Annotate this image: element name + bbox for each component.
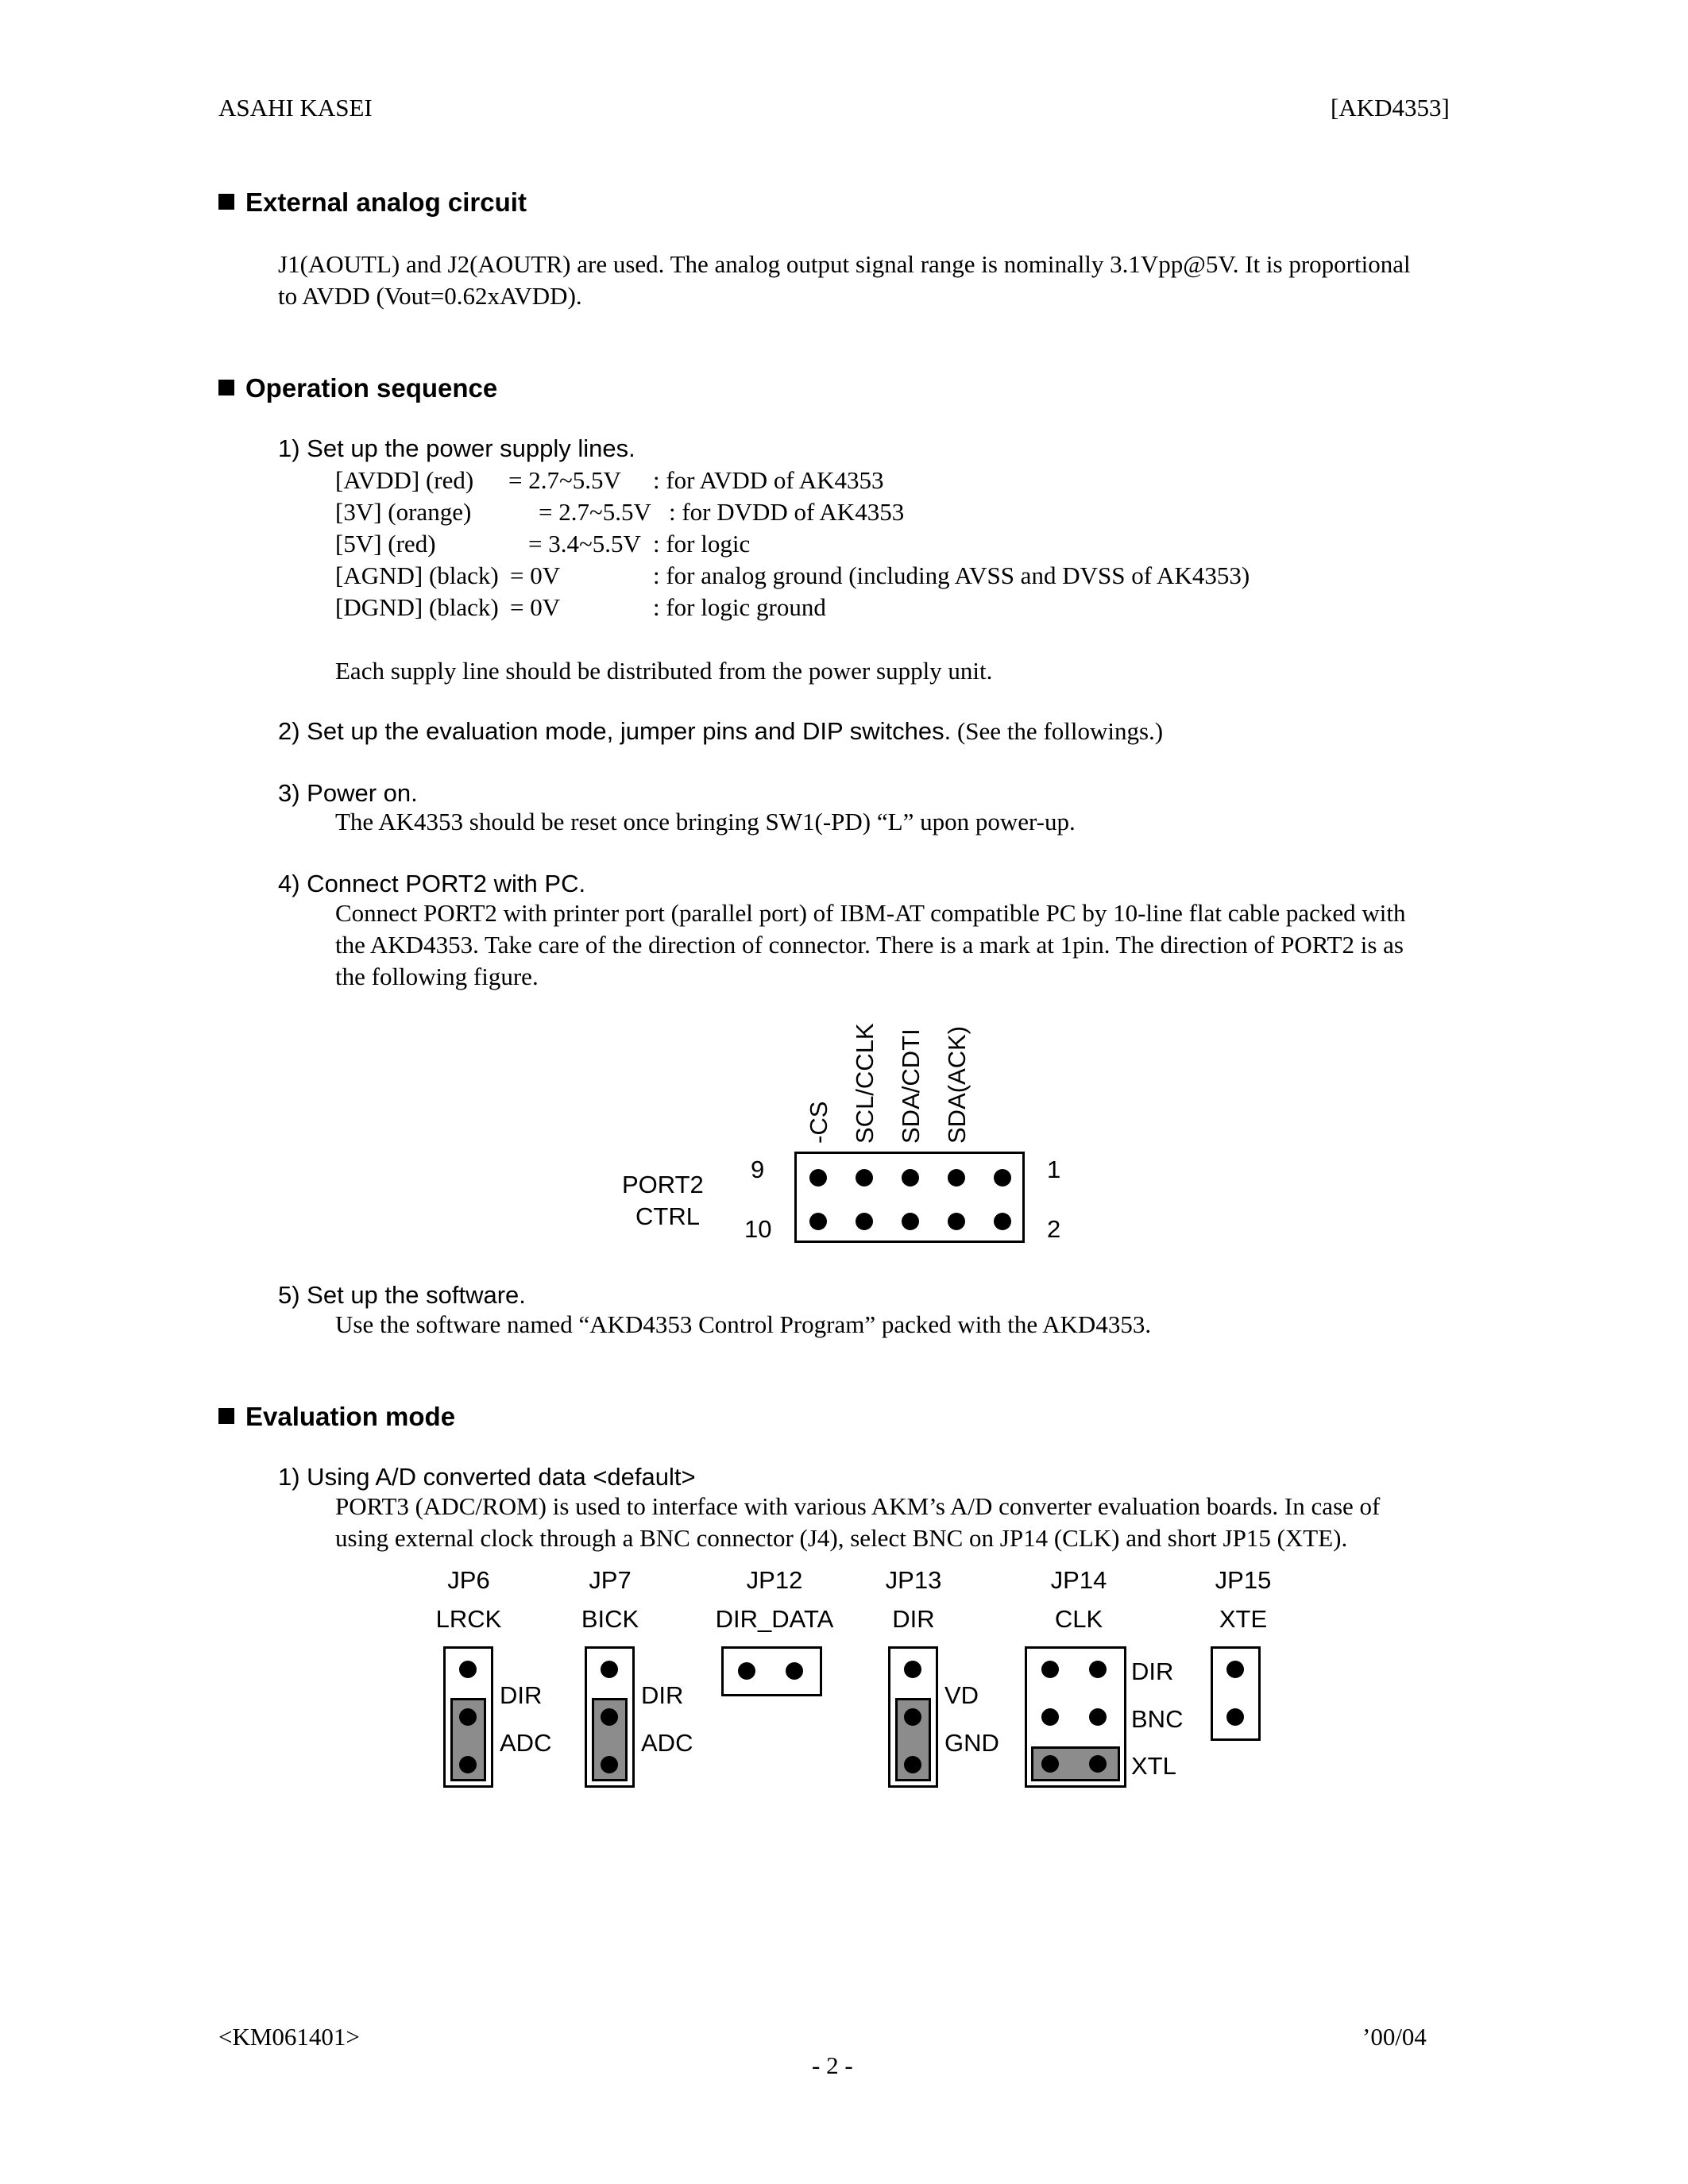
supply-value: = 2.7~5.5V xyxy=(508,466,621,494)
pin-dot xyxy=(459,1756,477,1773)
supply-value: = 0V xyxy=(510,561,561,589)
header-company: ASAHI KASEI xyxy=(218,94,373,122)
supply-desc: : for logic xyxy=(653,530,751,558)
square-bullet-icon xyxy=(218,380,234,396)
pin-dot xyxy=(1041,1661,1059,1678)
page-number: - 2 - xyxy=(812,2051,853,2079)
jumper-id: JP7 xyxy=(589,1566,632,1594)
pin-dot xyxy=(809,1169,827,1187)
external-text-line2: to AVDD (Vout=0.62xAVDD). xyxy=(278,282,582,310)
step-4-text-line3: the following figure. xyxy=(335,963,539,990)
jumper-id: JP6 xyxy=(447,1566,490,1594)
step-1-heading: 1) Set up the power supply lines. xyxy=(278,434,635,462)
square-bullet-icon xyxy=(218,194,234,210)
pin-dot xyxy=(1226,1708,1244,1726)
supply-desc: : for logic ground xyxy=(653,593,826,621)
pin-dot xyxy=(948,1169,965,1187)
pin-dot xyxy=(1089,1661,1107,1678)
pin-dot xyxy=(902,1213,919,1230)
jumper-option-dir: DIR xyxy=(641,1681,684,1709)
pin-dot xyxy=(601,1708,618,1726)
jumper-name: DIR_DATA xyxy=(715,1605,834,1633)
jumper-name: CLK xyxy=(1054,1605,1103,1633)
square-bullet-icon xyxy=(218,1408,234,1424)
footer-date: ’00/04 xyxy=(1362,2023,1427,2051)
pin-dot xyxy=(856,1169,873,1187)
step-2-note: (See the followings.) xyxy=(956,717,1164,745)
supply-name: [5V] (red) xyxy=(335,530,436,558)
step-2-heading: 2) Set up the evaluation mode, jumper pins and DIP switches. (See the followings.) xyxy=(278,717,1164,745)
pin-dot xyxy=(786,1662,803,1680)
pin-dot xyxy=(1089,1755,1107,1773)
supply-value: = 0V xyxy=(510,593,561,621)
jumper-id: JP14 xyxy=(1050,1566,1107,1594)
pin-number-2: 2 xyxy=(1047,1215,1061,1243)
supply-name: [DGND] (black) xyxy=(335,593,499,621)
jumper-option-xtl: XTL xyxy=(1131,1752,1176,1780)
jumper-id: JP13 xyxy=(885,1566,942,1594)
signal-label-sda-cdti: SDA/CDTI xyxy=(897,1028,925,1144)
pin-dot xyxy=(809,1213,827,1230)
jumper-name: XTE xyxy=(1219,1605,1268,1633)
pin-dot xyxy=(1226,1661,1244,1678)
jumper-header xyxy=(721,1646,822,1696)
port2-label-name: PORT2 xyxy=(622,1171,704,1198)
jumper-option-bnc: BNC xyxy=(1131,1705,1184,1733)
signal-label-sda-ack: SDA(ACK) xyxy=(943,1025,971,1144)
pin-dot xyxy=(948,1213,965,1230)
supply-name: [AGND] (black) xyxy=(335,561,499,589)
jumper-option-dir: DIR xyxy=(1131,1657,1174,1685)
jumper-name: LRCK xyxy=(435,1605,502,1633)
step-3-heading: 3) Power on. xyxy=(278,779,418,807)
jumper-id: JP15 xyxy=(1215,1566,1272,1594)
step-5-heading: 5) Set up the software. xyxy=(278,1281,526,1309)
jumper-option-adc: ADC xyxy=(500,1729,552,1757)
pin-dot xyxy=(904,1756,921,1773)
supply-name: [AVDD] (red) xyxy=(335,466,474,494)
pin-dot xyxy=(601,1756,618,1773)
signal-label-scl-cclk: SCL/CCLK xyxy=(851,1023,879,1144)
jumper-id: JP12 xyxy=(746,1566,803,1594)
step-4-text-line2: the AKD4353. Take care of the direction of connector. There is a mark at 1pin. The direction of PORT2 is as xyxy=(335,931,1404,959)
supply-note: Each supply line should be distributed from the power supply unit. xyxy=(335,657,993,685)
eval-text-line2: using external clock through a BNC connector (J4), select BNC on JP14 (CLK) and short JP15 (XTE). xyxy=(335,1524,1348,1552)
section-title-evaluation: Evaluation mode xyxy=(218,1402,455,1432)
port2-signal-labels xyxy=(786,1005,1001,1148)
jumper-option-vd: VD xyxy=(944,1681,979,1709)
header-document-id: [AKD4353] xyxy=(1331,94,1450,122)
supply-value: = 2.7~5.5V xyxy=(539,498,651,526)
step-4-text-line1: Connect PORT2 with printer port (parallel port) of IBM-AT compatible PC by 10-line flat cable packed with xyxy=(335,899,1406,927)
supply-desc: : for DVDD of AK4353 xyxy=(669,498,905,526)
pin-dot xyxy=(459,1661,477,1678)
pin-dot xyxy=(1041,1708,1059,1726)
pin-dot xyxy=(1041,1755,1059,1773)
pin-dot xyxy=(994,1169,1011,1187)
supply-value: = 3.4~5.5V xyxy=(528,530,641,558)
supply-desc: : for AVDD of AK4353 xyxy=(653,466,884,494)
step-5-text: Use the software named “AKD4353 Control Program” packed with the AKD4353. xyxy=(335,1310,1152,1338)
pin-dot xyxy=(738,1662,755,1680)
signal-label-cs: -CS xyxy=(805,1101,832,1144)
step-3-text: The AK4353 should be reset once bringing SW1(-PD) “L” upon power-up. xyxy=(335,808,1076,835)
section-title-external-analog: External analog circuit xyxy=(218,187,527,218)
eval-text-line1: PORT3 (ADC/ROM) is used to interface with various AKM’s A/D converter evaluation boards. In case of xyxy=(335,1492,1381,1520)
pin-number-10: 10 xyxy=(744,1215,772,1243)
port2-label-ctrl: CTRL xyxy=(635,1202,700,1230)
jumper-option-adc: ADC xyxy=(641,1729,693,1757)
pin-dot xyxy=(856,1213,873,1230)
pin-dot xyxy=(904,1708,921,1726)
external-text-line1: J1(AOUTL) and J2(AOUTR) are used. The analog output signal range is nominally 3.1Vpp@5V. It is proportional xyxy=(278,250,1411,278)
pin-dot xyxy=(601,1661,618,1678)
pin-number-9: 9 xyxy=(751,1156,765,1183)
pin-dot xyxy=(904,1661,921,1678)
jumper-name: DIR xyxy=(892,1605,935,1633)
section-title-operation: Operation sequence xyxy=(218,373,497,403)
eval-step-1-heading: 1) Using A/D converted data <default> xyxy=(278,1463,696,1491)
pin-dot xyxy=(459,1708,477,1726)
jumper-name: BICK xyxy=(581,1605,639,1633)
step-4-heading: 4) Connect PORT2 with PC. xyxy=(278,870,586,897)
pin-number-1: 1 xyxy=(1047,1156,1061,1183)
supply-desc: : for analog ground (including AVSS and DVSS of AK4353) xyxy=(653,561,1250,589)
footer-code: <KM061401> xyxy=(218,2023,360,2051)
supply-name: [3V] (orange) xyxy=(335,498,472,526)
pin-dot xyxy=(902,1169,919,1187)
jumper-option-dir: DIR xyxy=(500,1681,543,1709)
jumper-option-gnd: GND xyxy=(944,1729,999,1757)
pin-dot xyxy=(1089,1708,1107,1726)
pin-dot xyxy=(994,1213,1011,1230)
